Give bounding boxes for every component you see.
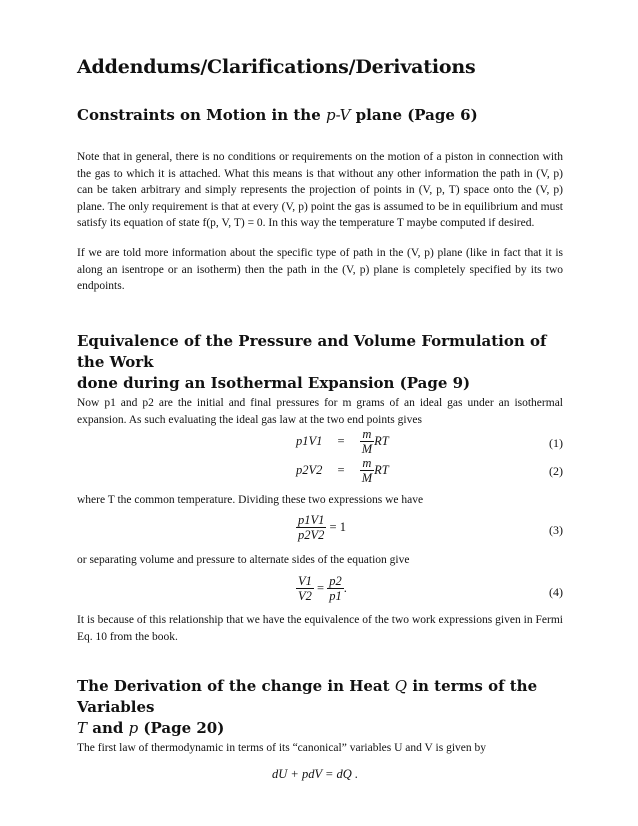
- equation-2: [296, 457, 389, 485]
- eq-lhs: p1V1: [296, 433, 323, 448]
- equation-number-1: (1): [549, 436, 563, 450]
- paragraph-common-temperature: where T the common temperature. Dividing these two expressions we have: [77, 494, 424, 506]
- heading-line: Equivalence of the Pressure and Volume Formulation of the Work: [77, 332, 547, 371]
- equation-number-4: (4): [549, 585, 563, 599]
- section-heading-equivalence: [77, 331, 563, 394]
- eq-rel: =: [337, 433, 345, 448]
- heading-math: p-V: [325, 106, 351, 124]
- heading-text: Constraints on Motion in the: [77, 106, 326, 124]
- paragraph-separating: or separating volume and pressure to alternate sides of the equation give: [77, 554, 410, 566]
- eq-fraction: $\frac{m}{M}$: [361, 427, 373, 456]
- paragraph-relationship: It is because of this relationship that we have the equivalence of the two work expressions given in Fermi Eq. 10 from the book.: [77, 614, 563, 643]
- eq-fraction: $\frac{p2}{p1}$: [329, 574, 342, 603]
- section-heading-heat-derivation: [77, 676, 563, 739]
- equation-4: $\frac{V1}{V2}$ = $\frac{p2}{p1}$ .: [298, 574, 347, 603]
- eq-tail: RT: [374, 433, 389, 448]
- eq-fraction: $\frac{V1}{V2}$: [298, 574, 312, 603]
- heading-line: done during an Isothermal Expansion (Page 9): [77, 374, 471, 392]
- eq-rhs: = 1: [329, 519, 346, 534]
- equation-number-2: (2): [549, 464, 563, 478]
- heading-text: plane (Page 6): [350, 106, 478, 124]
- equation-first-law: dU + pdV = dQ .: [272, 767, 359, 781]
- eq-rel: =: [337, 462, 345, 477]
- section-heading-constraints: [77, 105, 563, 126]
- equation-number-3: (3): [549, 523, 563, 537]
- eq-rel: =: [317, 580, 325, 595]
- heading-line: T and p (Page 20): [77, 719, 225, 737]
- page-title: Addendums/Clarifications/Derivations: [77, 56, 476, 78]
- eq-lhs: p2V2: [296, 462, 323, 477]
- paragraph-pressures: Now p1 and p2 are the initial and final pressures for m grams of an ideal gas under an isothermal expansion. As such evaluating the ideal gas law at the two end points gives: [77, 397, 563, 426]
- paragraph-constraints: Note that in general, there is no conditions or requirements on the motion of a piston in connection with the gas to which it is attached. What this means is that without any other information the path in (V, p) can be taken arbitrary and simply represents the projection of points in (V, p, T) space onto the (V, p) plane. The only requirement is that at every (V, p) point the gas is assumed to be in equilibrium and must satisfy its equation of state f(p, V, T) = 0. In this way the temperature T maybe computed if desired.: [77, 151, 563, 229]
- heading-line: The Derivation of the change in Heat Q in terms of the Variables: [77, 677, 538, 716]
- eq-fraction: $\frac{p1V1}{p2V2}$: [298, 513, 325, 542]
- eq-fraction: $\frac{m}{M}$: [361, 456, 373, 485]
- eq-tail: RT: [374, 462, 389, 477]
- paragraph-first-law: The first law of thermodynamic in terms of its “canonical” variables U and V is given by: [77, 742, 486, 754]
- equation-3: [296, 514, 346, 542]
- equation-1: [296, 428, 389, 456]
- paragraph-path-info: If we are told more information about the specific type of path in the (V, p) plane (like in fact that it is along an isentrope or an isotherm) then the path in the (V, p) plane is completely specified by its two endpoints.: [77, 247, 563, 292]
